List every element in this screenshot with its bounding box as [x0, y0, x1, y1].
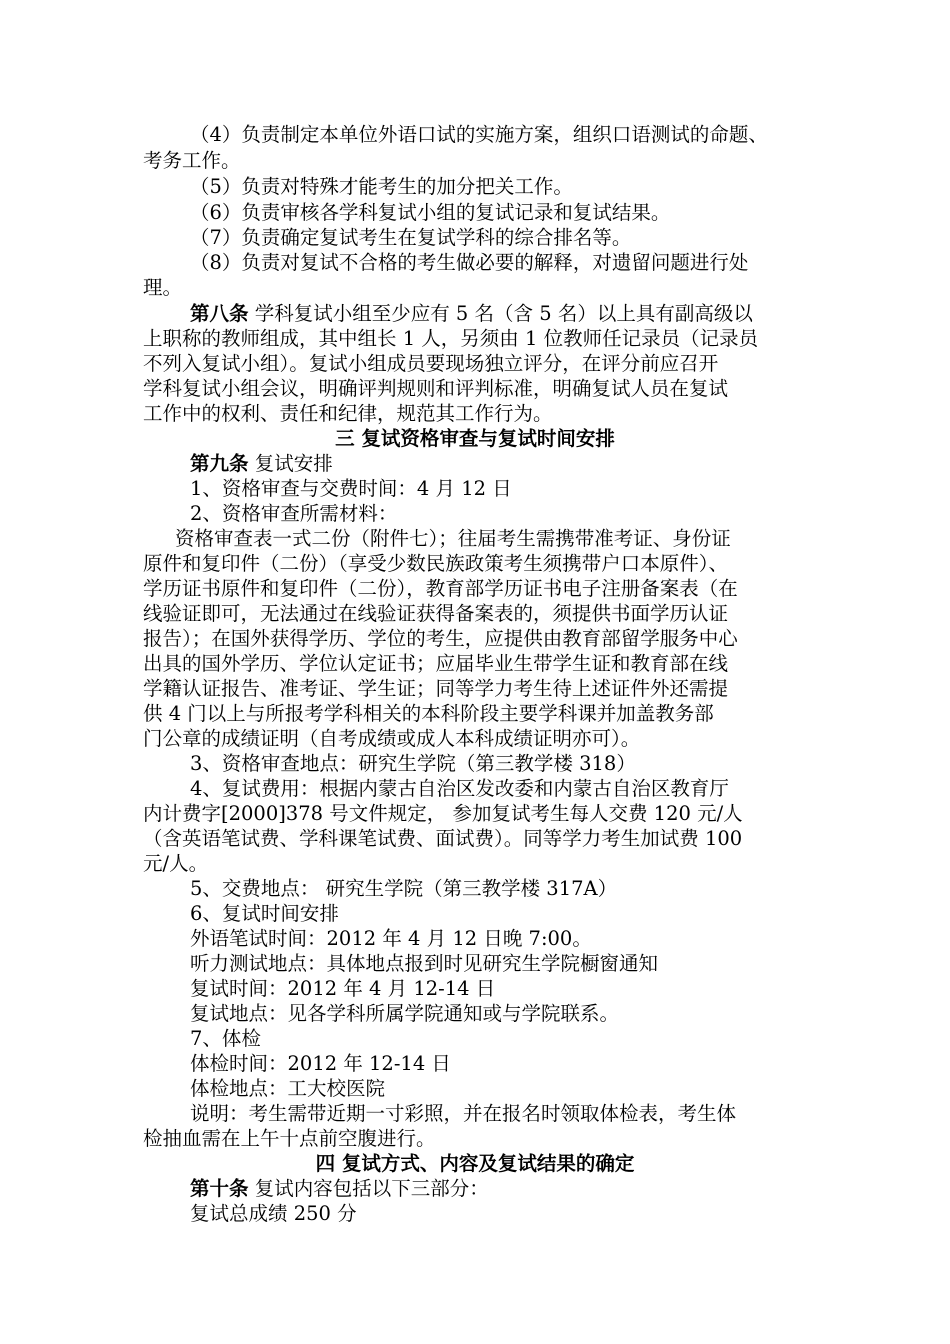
paragraph-line: 4、复试费用：根据内蒙古自治区发改委和内蒙古自治区教育厅	[190, 777, 729, 800]
article-8-text: 学科复试小组至少应有 5 名（含 5 名）以上具有副高级以	[248, 302, 753, 325]
paragraph-line: 报告）；在国外获得学历、学位的考生，应提供由教育部留学服务中心	[143, 627, 738, 650]
article-8-first-line	[190, 301, 753, 326]
paragraph-line: 体检地点：工大校医院	[190, 1077, 386, 1100]
paragraph-line: （8）负责对复试不合格的考生做必要的解释，对遗留问题进行处	[190, 251, 749, 274]
article-9-first-line	[190, 451, 333, 476]
paragraph-line: 复试时间：2012 年 4 月 12-14 日	[190, 977, 496, 1000]
paragraph-line: 5、交费地点： 研究生学院（第三教学楼 317A）	[190, 877, 618, 900]
paragraph-line: 元/人。	[143, 852, 209, 875]
paragraph-line: 复试总成绩 250 分	[190, 1202, 357, 1225]
paragraph-line: 供 4 门以上与所报考学科相关的本科阶段主要学科课并加盖教务部	[143, 702, 714, 725]
paragraph-line: 不列入复试小组）。复试小组成员要现场独立评分，在评分前应召开	[143, 352, 719, 375]
paragraph-line: （4）负责制定本单位外语口试的实施方案，组织口语测试的命题、	[190, 123, 768, 146]
paragraph-line: 上职称的教师组成，其中组长 1 人，另须由 1 位教师任记录员（记录员	[143, 327, 759, 350]
paragraph-line: 学科复试小组会议，明确评判规则和评判标准，明确复试人员在复试	[143, 377, 729, 400]
paragraph-line: 考务工作。	[143, 149, 241, 172]
paragraph-line: 检抽血需在上午十点前空腹进行。	[143, 1127, 436, 1150]
section-heading-4: 四 复试方式、内容及复试结果的确定	[315, 1152, 635, 1175]
paragraph-line: 1、资格审查与交费时间：4 月 12 日	[190, 477, 512, 500]
article-10-text: 复试内容包括以下三部分：	[248, 1177, 489, 1200]
paragraph-line: 学籍认证报告、准考证、学生证；同等学力考生待上述证件外还需提	[143, 677, 729, 700]
paragraph-line: 工作中的权利、责任和纪律，规范其工作行为。	[143, 402, 553, 425]
paragraph-line: 外语笔试时间：2012 年 4 月 12 日晚 7:00。	[190, 927, 592, 950]
paragraph-line: 资格审查表一式二份（附件七）；往届考生需携带准考证、身份证	[175, 527, 731, 550]
paragraph-line: 体检时间：2012 年 12-14 日	[190, 1052, 451, 1075]
paragraph-line: 说明：考生需带近期一寸彩照，并在报名时领取体检表，考生体	[190, 1102, 737, 1125]
article-10-first-line	[190, 1176, 489, 1201]
section-heading-3: 三 复试资格审查与复试时间安排	[335, 427, 615, 450]
paragraph-line: 学历证书原件和复印件（二份），教育部学历证书电子注册备案表（在	[143, 577, 738, 600]
paragraph-line: 出具的国外学历、学位认定证书；应届毕业生带学生证和教育部在线	[143, 652, 729, 675]
paragraph-line: （6）负责审核各学科复试小组的复试记录和复试结果。	[190, 201, 671, 224]
article-9-text: 复试安排	[248, 452, 333, 475]
paragraph-line: 听力测试地点：具体地点报到时见研究生学院橱窗通知	[190, 952, 659, 975]
paragraph-line: 2、资格审查所需材料：	[190, 502, 398, 525]
paragraph-line: 7、体检	[190, 1027, 261, 1050]
paragraph-line: 3、资格审查地点：研究生学院（第三教学楼 318）	[190, 752, 636, 775]
article-8-heading: 第八条	[190, 302, 249, 325]
paragraph-line: 线验证即可，无法通过在线验证获得备案表的，须提供书面学历认证	[143, 602, 729, 625]
paragraph-line: 原件和复印件（二份）（享受少数民族政策考生须携带户口本原件）、	[143, 552, 729, 575]
paragraph-line: 内计费字[2000]378 号文件规定， 参加复试考生每人交费 120 元/人	[143, 802, 743, 825]
paragraph-line: 门公章的成绩证明（自考成绩或成人本科成绩证明亦可）。	[143, 727, 641, 750]
paragraph-line: 复试地点：见各学科所属学院通知或与学院联系。	[190, 1002, 620, 1025]
paragraph-line: （含英语笔试费、学科课笔试费、面试费）。同等学力考生加试费 100	[143, 827, 743, 850]
paragraph-line: （7）负责确定复试考生在复试学科的综合排名等。	[190, 226, 632, 249]
article-10-heading: 第十条	[190, 1177, 249, 1200]
paragraph-line: 理。	[143, 276, 183, 299]
article-9-heading: 第九条	[190, 452, 249, 475]
paragraph-line: 6、复试时间安排	[190, 902, 339, 925]
paragraph-line: （5）负责对特殊才能考生的加分把关工作。	[190, 175, 573, 198]
